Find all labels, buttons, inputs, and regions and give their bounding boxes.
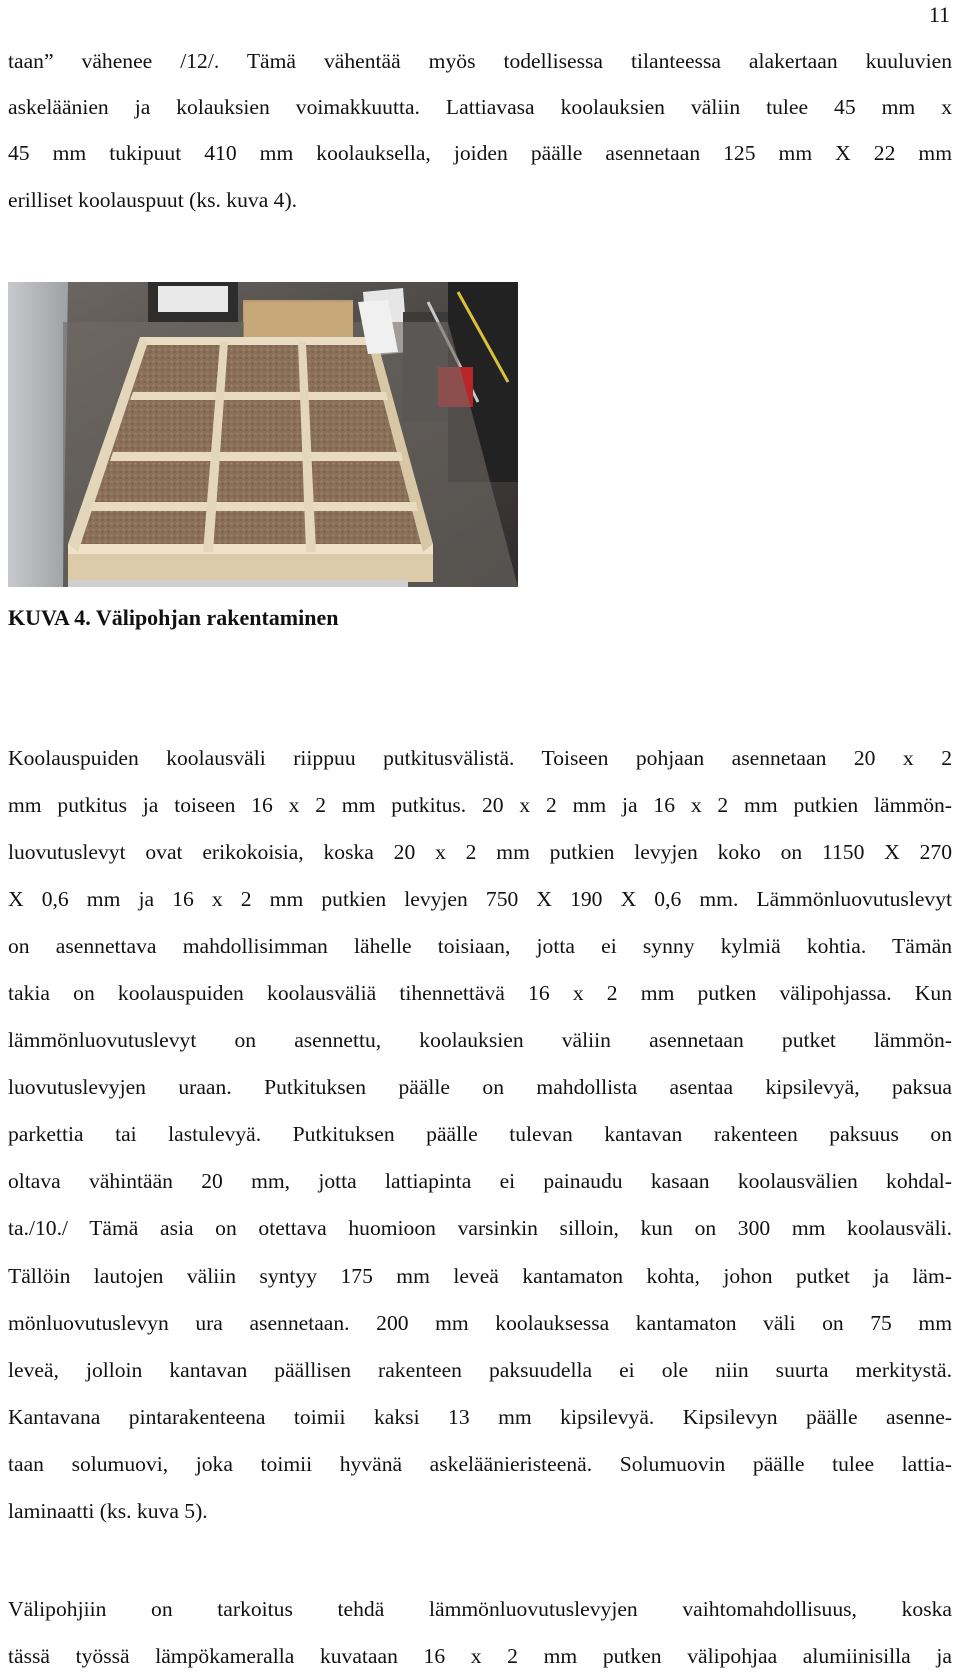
main-paragraph	[8, 735, 952, 1535]
text-line: luovutuslevyt ovat erikokoisia, koska 20 x 2 mm putkien levyjen koko on 1150 X 270	[8, 829, 952, 876]
text-line: taan” vähenee /12/. Tämä vähentää myös todellisessa tilanteessa alakertaan kuuluvien	[8, 38, 952, 84]
text-line: ta./10./ Tämä asia on otettava huomioon varsinkin silloin, kun on 300 mm koolausväli.	[8, 1205, 952, 1252]
text-line: 45 mm tukipuut 410 mm koolauksella, joiden päälle asennetaan 125 mm X 22 mm	[8, 130, 952, 176]
floor-frame-photo	[8, 282, 518, 587]
text-line: oltava vähintään 20 mm, jotta lattiapinta ei painaudu kasaan koolausvälien kohdal-	[8, 1158, 952, 1205]
text-line: taan solumuovi, joka toimii hyvänä askeläänieristeenä. Solumuovin päälle tulee lattia-	[8, 1441, 952, 1488]
text-line: Välipohjiin on tarkoitus tehdä lämmönluovutuslevyjen vaihtomahdollisuus, koska	[8, 1586, 952, 1633]
page-number: 11	[929, 2, 950, 28]
figure-caption: KUVA 4. Välipohjan rakentaminen	[8, 603, 338, 633]
text-line: lämmönluovutuslevyt on asennettu, koolauksien väliin asennetaan putket lämmön-	[8, 1017, 952, 1064]
text-line: Tällöin lautojen väliin syntyy 175 mm leveä kantamaton kohta, johon putket ja läm-	[8, 1253, 952, 1300]
text-line: takia on koolauspuiden koolausväliä tihennettävä 16 x 2 mm putken välipohjassa. Kun	[8, 970, 952, 1017]
text-line: Koolauspuiden koolausväli riippuu putkitusvälistä. Toiseen pohjaan asennetaan 20 x 2	[8, 735, 952, 782]
text-line: parkettia tai lastulevyä. Putkituksen päälle tulevan kantavan rakenteen paksuus on	[8, 1111, 952, 1158]
text-line: mönluovutuslevyn ura asennetaan. 200 mm koolauksessa kantamaton väli on 75 mm	[8, 1300, 952, 1347]
text-line: Kantavana pintarakenteena toimii kaksi 13 mm kipsilevyä. Kipsilevyn päälle asenne-	[8, 1394, 952, 1441]
figure-photo	[8, 282, 518, 587]
text-line: laminaatti (ks. kuva 5).	[8, 1488, 952, 1535]
text-line: erilliset koolauspuut (ks. kuva 4).	[8, 177, 952, 223]
text-line: tässä työssä lämpökameralla kuvataan 16 x 2 mm putken välipohjaa alumiinisilla ja	[8, 1633, 952, 1679]
text-line: X 0,6 mm ja 16 x 2 mm putkien levyjen 750 X 190 X 0,6 mm. Lämmönluovutuslevyt	[8, 876, 952, 923]
text-line: mm putkitus ja toiseen 16 x 2 mm putkitus. 20 x 2 mm ja 16 x 2 mm putkien lämmön-	[8, 782, 952, 829]
text-line: on asennettava mahdollisimman lähelle toisiaan, jotta ei synny kylmiä kohtia. Tämän	[8, 923, 952, 970]
text-line: askeläänien ja kolauksien voimakkuutta. Lattiavasa koolauksien väliin tulee 45 mm x	[8, 84, 952, 130]
bottom-paragraph	[8, 1586, 952, 1679]
top-paragraph	[8, 38, 952, 223]
text-line: leveä, jolloin kantavan päällisen rakenteen paksuudella ei ole niin suurta merkitystä.	[8, 1347, 952, 1394]
text-line: luovutuslevyjen uraan. Putkituksen päälle on mahdollista asentaa kipsilevyä, paksua	[8, 1064, 952, 1111]
